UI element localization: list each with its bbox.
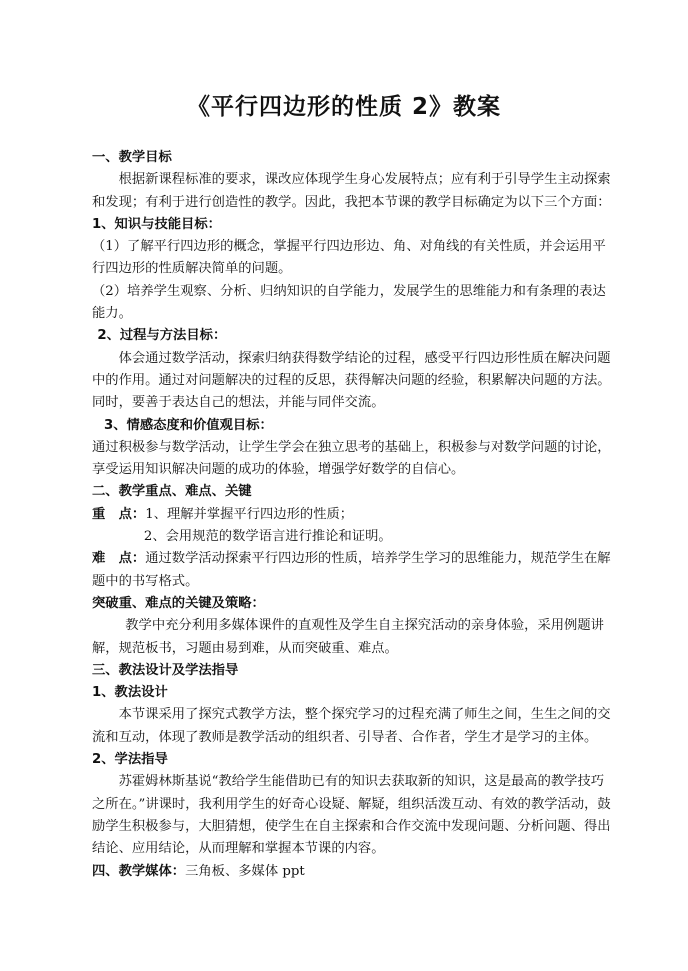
key-item-1: 1、理解并掌握平行四边形的性质；: [145, 506, 354, 522]
attitude-text: 通过积极参与数学活动，让学生学会在独立思考的基础上，积极参与对数学问题的讨论，享受运用知识解决问题的成功的体验，增强学好数学的自信心。: [92, 439, 611, 478]
knowledge-item-1: （1）了解平行四边形的概念，掌握平行四边形边、角、对角线的有关性质，并会运用平行四边形的性质解决简单的问题。: [92, 239, 606, 277]
difficulty-text: 通过数学活动探索平行四边形的性质，培养学生学习的思维能力，规范学生在解题中的书写格式。: [92, 551, 611, 589]
document-title: 《平行四边形的性质 2》教案: [186, 94, 501, 120]
sub-heading-knowledge: 1、知识与技能目标：: [92, 216, 221, 232]
sub-heading-learning-guidance: 2、学法指导: [92, 752, 168, 768]
section-heading-objectives: 一、教学目标: [92, 150, 172, 165]
strategy-text: 教学中充分利用多媒体课件的直观性及学生自主探究活动的亲身体验，采用例题讲解，规范板书，习题由易到难，从而突破重、难点。: [92, 618, 604, 656]
document-body: [92, 147, 614, 883]
knowledge-item-2: （2）培养学生观察、分析、归纳知识的自学能力，发展学生的思维能力和有条理的表达能力。: [92, 283, 606, 322]
process-text: 体会通过数学活动，探索归纳获得数学结论的过程，感受平行四边形性质在解决问题中的作用。通过对问题解决的过程的反思，获得解决问题的经验，积累解决问题的方法。同时，要善于表达自己的想法，并能与同伴交流。: [92, 350, 611, 411]
sub-heading-attitude: 3、情感态度和价值观目标：: [103, 417, 273, 433]
key-item-2: 2、会用规范的数学语言进行推论和证明。: [143, 529, 392, 545]
section-heading-key-points: 二、教学重点、难点、关键: [92, 484, 252, 500]
key-label: 重 点：: [92, 506, 146, 522]
key-points-line: [92, 504, 614, 526]
difficulty-line: [92, 548, 614, 593]
sub-heading-teaching-design: 1、教法设计: [92, 685, 168, 701]
teaching-design-text: 本节课采用了探究式教学方法，整个探究学习的过程充满了师生之间，生生之间的交流和互动，体现了教师是教学活动的组织者、引导者、合作者，学生才是学习的主体。: [92, 707, 611, 745]
learning-guidance-text: 苏霍姆林斯基说“教给学生能借助已有的知识去获取新的知识，这是最高的教学技巧之所在。”讲课时，我利用学生的好奇心设疑、解疑，组织活泼互动、有效的教学活动，鼓励学生积极参与，大胆猜想，使学生在自主探索和合作交流中发现问题、分析问题、得出结论、应用结论，从而理解和掌握本节课的内容。: [92, 774, 611, 857]
section-heading-methods: 三、教法设计及学法指导: [92, 662, 239, 678]
strategy-heading: 突破重、难点的关键及策略：: [92, 595, 265, 611]
objectives-intro: 根据新课程标准的要求，课改应体现学生身心发展特点；应有利于引导学生主动探索和发现；有利于进行创造性的教学。因此，我把本节课的教学目标确定为以下三个方面：: [92, 172, 611, 210]
difficulty-label: 难 点：: [92, 551, 146, 567]
media-line: [92, 861, 614, 883]
section-heading-media: 四、教学媒体：: [92, 863, 186, 879]
media-text: 三角板、多媒体 ppt: [185, 863, 305, 879]
sub-heading-process: 2、过程与方法目标：: [97, 328, 227, 344]
